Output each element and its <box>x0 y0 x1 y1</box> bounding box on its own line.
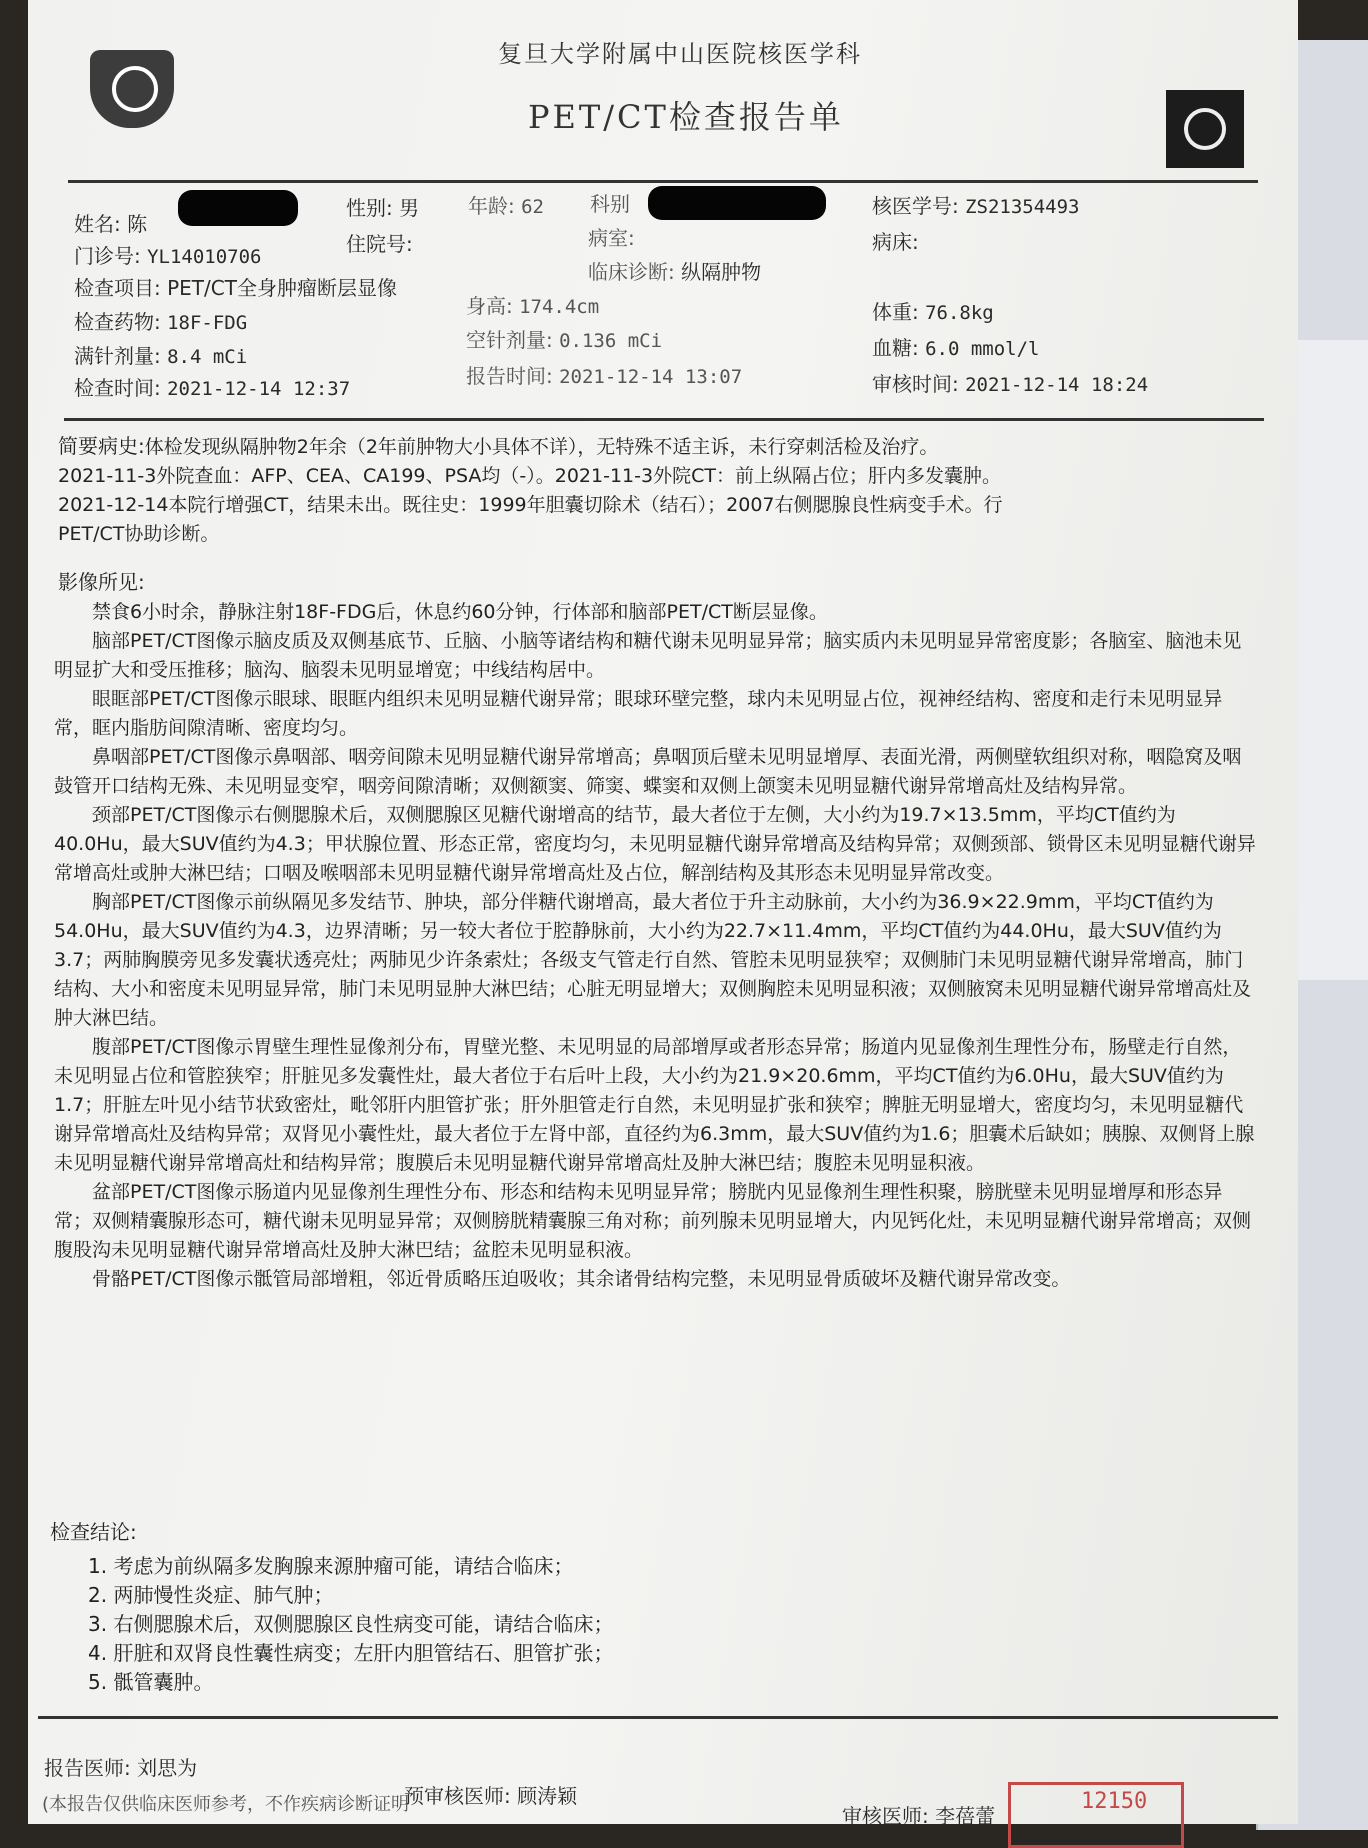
outpatient-field <box>74 240 262 269</box>
height-value: 174.4cm <box>519 296 600 318</box>
inpatient-field <box>346 228 413 257</box>
dept-field <box>590 188 630 217</box>
redaction-name <box>178 190 298 226</box>
gender-label: 性别: <box>346 196 393 220</box>
report-title: PET/CT检查报告单 <box>528 98 844 136</box>
name-value: 陈 <box>127 212 148 236</box>
info-rule <box>64 418 1264 421</box>
findings-label: 影像所见: <box>58 570 145 594</box>
nm-number-field <box>872 190 1080 219</box>
findings-block <box>54 598 1258 1294</box>
findings-paragraph: 胸部PET/CT图像示前纵隔见多发结节、肿块，部分伴糖代谢增高，最大者位于升主动脉前，大小约为36.9×22.9mm，平均CT值约为54.0Hu，最大SUV值约为4.3，边界清晰；另一较大者位于腔静脉前，大小约为22.7×11.4mm，平均CT值约为44.0Hu，最大SUV值约为3.7；两肺胸膜旁见多发囊状透亮灶；两肺见少许条索灶；各级支气管走行自然、管腔未见明显狭窄；双侧肺门未见明显糖代谢异常增高，肺门结构、大小和密度未见明显异常，肺门未见明显肿大淋巴结；心脏无明显增大；双侧胸腔未见明显积液；双侧腋窝未见明显糖代谢异常增高灶及肿大淋巴结。 <box>54 891 1252 1029</box>
review-time-field <box>872 368 1148 397</box>
empty-dose-value: 0.136 mCi <box>559 330 663 352</box>
review-stamp <box>1008 1782 1184 1848</box>
drug-field <box>74 306 247 335</box>
name-field <box>74 208 147 237</box>
footer-rule <box>38 1716 1278 1719</box>
age-value: 62 <box>521 196 544 218</box>
findings-paragraph: 眼眶部PET/CT图像示眼球、眼眶内组织未见明显糖代谢异常；眼球环壁完整，球内未见明显占位，视神经结构、密度和走行未见明显异常，眶内脂肪间隙清晰、密度均匀。 <box>54 688 1223 739</box>
outpatient-value: YL14010706 <box>147 246 262 268</box>
prereviewer-value: 顾涛颖 <box>517 1784 578 1808</box>
full-dose-label: 满针剂量: <box>74 344 161 368</box>
findings-paragraph: 骨骼PET/CT图像示骶管局部增粗，邻近骨质略压迫吸收；其余诸骨结构完整，未见明显骨质破坏及糖代谢异常改变。 <box>92 1268 1071 1290</box>
review-time-value: 2021-12-14 18:24 <box>965 374 1149 396</box>
glucose-label: 血糖: <box>872 336 919 360</box>
qr-code-icon <box>1166 90 1244 168</box>
conclusion-item: 2. 两肺慢性炎症、肺气肿； <box>88 1583 334 1607</box>
report-time-value: 2021-12-14 13:07 <box>559 366 743 388</box>
history-line: 体检发现纵隔肿物2年余（2年前肿物大小具体不详），无特殊不适主诉，未行穿刺活检及治疗。 <box>144 436 939 458</box>
report-sheet <box>28 0 1298 1828</box>
exam-time-label: 检查时间: <box>74 376 161 400</box>
full-dose-value: 8.4 mCi <box>167 346 248 368</box>
exam-item-value: PET/CT全身肿瘤断层显像 <box>167 276 397 300</box>
inpatient-label: 住院号: <box>346 232 413 256</box>
reviewer-value: 李蓓蕾 <box>935 1804 996 1828</box>
conclusion-label: 检查结论: <box>50 1520 137 1544</box>
name-label: 姓名: <box>74 212 121 236</box>
conclusion-list <box>88 1552 613 1697</box>
empty-dose-label: 空针剂量: <box>466 328 553 352</box>
header-rule <box>68 180 1258 183</box>
exam-item-label: 检查项目: <box>74 276 161 300</box>
weight-label: 体重: <box>872 300 919 324</box>
findings-paragraph: 腹部PET/CT图像示胃壁生理性显像剂分布，胃壁光整、未见明显的局部增厚或者形态异常；肠道内见显像剂生理性分布，肠壁走行自然，未见明显占位和管腔狭窄；肝脏见多发囊性灶，最大者位于右后叶上段，大小约为21.9×20.6mm，平均CT值约为6.0Hu，最大SUV值约为1.7；肝脏左叶见小结节状致密灶，毗邻肝内胆管扩张；肝外胆管走行自然，未见明显扩张和狭窄；脾脏无明显增大，密度均匀，未见明显糖代谢异常增高灶及结构异常；双肾见小囊性灶，最大者位于左肾中部，直径约为6.3mm，最大SUV值约为1.6；胆囊术后缺如；胰腺、双侧肾上腺未见明显糖代谢异常增高灶和结构异常；腹膜后未见明显糖代谢异常增高灶及肿大淋巴结；腹腔未见明显积液。 <box>54 1036 1255 1174</box>
history-line: 2021-11-3外院查血：AFP、CEA、CA199、PSA均（-）。2021-11-3外院CT：前上纵隔占位；肝内多发囊肿。 <box>58 465 1001 487</box>
reporter-field <box>44 1752 197 1781</box>
diagnosis-label: 临床诊断: <box>588 260 675 284</box>
reporter-value: 刘思为 <box>137 1756 198 1780</box>
height-label: 身高: <box>466 294 513 318</box>
gender-field <box>346 192 419 221</box>
ward-label: 病室: <box>588 226 635 250</box>
history-block <box>58 432 1258 549</box>
gender-value: 男 <box>399 196 420 220</box>
conclusion-item: 4. 肝脏和双肾良性囊性病变；左肝内胆管结石、胆管扩张； <box>88 1641 614 1665</box>
exam-item-field <box>74 272 397 301</box>
nm-number-value: ZS21354493 <box>965 196 1080 218</box>
outpatient-label: 门诊号: <box>74 244 141 268</box>
findings-paragraph: 颈部PET/CT图像示右侧腮腺术后，双侧腮腺区见糖代谢增高的结节，最大者位于左侧，大小约为19.7×13.5mm，平均CT值约为40.0Hu，最大SUV值约为4.3；甲状腺位置、形态正常，密度均匀，未见明显糖代谢异常增高及结构异常；双侧颈部、锁骨区未见明显糖代谢异常增高灶或肿大淋巴结；口咽及喉咽部未见明显糖代谢异常增高灶及占位，解剖结构及其形态未见明显异常改变。 <box>54 804 1256 884</box>
history-line: PET/CT协助诊断。 <box>58 523 220 545</box>
dept-label: 科别 <box>590 192 630 216</box>
conclusion-item: 3. 右侧腮腺术后，双侧腮腺区良性病变可能，请结合临床； <box>88 1612 614 1636</box>
reviewer-field <box>842 1800 995 1829</box>
age-field <box>468 190 544 219</box>
findings-paragraph: 禁食6小时余，静脉注射18F-FDG后，休息约60分钟，行体部和脑部PET/CT断层显像。 <box>92 601 828 623</box>
reviewer-label: 审核医师: <box>842 1804 929 1828</box>
drug-label: 检查药物: <box>74 310 161 334</box>
weight-field <box>872 296 994 325</box>
redaction-dept <box>648 186 826 220</box>
conclusion-item: 1. 考虑为前纵隔多发胸腺来源肿瘤可能，请结合临床； <box>88 1554 574 1578</box>
empty-dose-field <box>466 324 662 353</box>
review-time-label: 审核时间: <box>872 372 959 396</box>
bed-label: 病床: <box>872 230 919 254</box>
diagnosis-value: 纵隔肿物 <box>681 260 762 284</box>
age-label: 年龄: <box>468 194 515 218</box>
exam-time-value: 2021-12-14 12:37 <box>167 378 351 400</box>
findings-paragraph: 鼻咽部PET/CT图像示鼻咽部、咽旁间隙未见明显糖代谢异常增高；鼻咽顶后壁未见明显增厚、表面光滑，两侧壁软组织对称，咽隐窝及咽鼓管开口结构无殊、未见明显变窄，咽旁间隙清晰；双侧额窦、筛窦、蝶窦和双侧上颌窦未见明显糖代谢异常增高灶及结构异常。 <box>54 746 1242 797</box>
stamp-number: 12150 <box>1081 1789 1148 1814</box>
drug-value: 18F-FDG <box>167 312 248 334</box>
conclusion-item: 5. 骶管囊肿。 <box>88 1670 214 1694</box>
prereviewer-field <box>404 1780 577 1809</box>
disclaimer: (本报告仅供临床医师参考，不作疾病诊断证明 <box>42 1794 410 1815</box>
findings-paragraph: 脑部PET/CT图像示脑皮质及双侧基底节、丘脑、小脑等诸结构和糖代谢未见明显异常；脑实质内未见明显异常密度影；各脑室、脑池未见明显扩大和受压推移；脑沟、脑裂未见明显增宽；中线结构居中。 <box>54 630 1242 681</box>
reporter-label: 报告医师: <box>44 1756 131 1780</box>
findings-paragraph: 盆部PET/CT图像示肠道内见显像剂生理性分布、形态和结构未见明显异常；膀胱内见显像剂生理性积聚，膀胱壁未见明显增厚和形态异常；双侧精囊腺形态可，糖代谢未见明显异常；双侧膀胱精囊腺三角对称；前列腺未见明显增大，内见钙化灶，未见明显糖代谢异常增高；双侧腹股沟未见明显糖代谢异常增高灶及肿大淋巴结；盆腔未见明显积液。 <box>54 1181 1252 1261</box>
bed-field <box>872 226 919 255</box>
report-time-label: 报告时间: <box>466 364 553 388</box>
glucose-field <box>872 332 1040 361</box>
height-field <box>466 290 599 319</box>
history-line: 2021-12-14本院行增强CT，结果未出。既往史：1999年胆囊切除术（结石）；2007右侧腮腺良性病变手术。行 <box>58 494 1003 516</box>
nm-number-label: 核医学号: <box>872 194 959 218</box>
prereviewer-label: 预审核医师: <box>404 1784 511 1808</box>
report-time-field <box>466 360 742 389</box>
exam-time-field <box>74 372 350 401</box>
hospital-name: 复旦大学附属中山医院核医学科 <box>498 40 862 68</box>
history-label: 简要病史: <box>58 434 145 458</box>
weight-value: 76.8kg <box>925 302 994 324</box>
ward-field <box>588 222 635 251</box>
hospital-logo-icon <box>90 50 174 128</box>
full-dose-field <box>74 340 247 369</box>
diagnosis-field <box>588 256 761 285</box>
glucose-value: 6.0 mmol/l <box>925 338 1040 360</box>
